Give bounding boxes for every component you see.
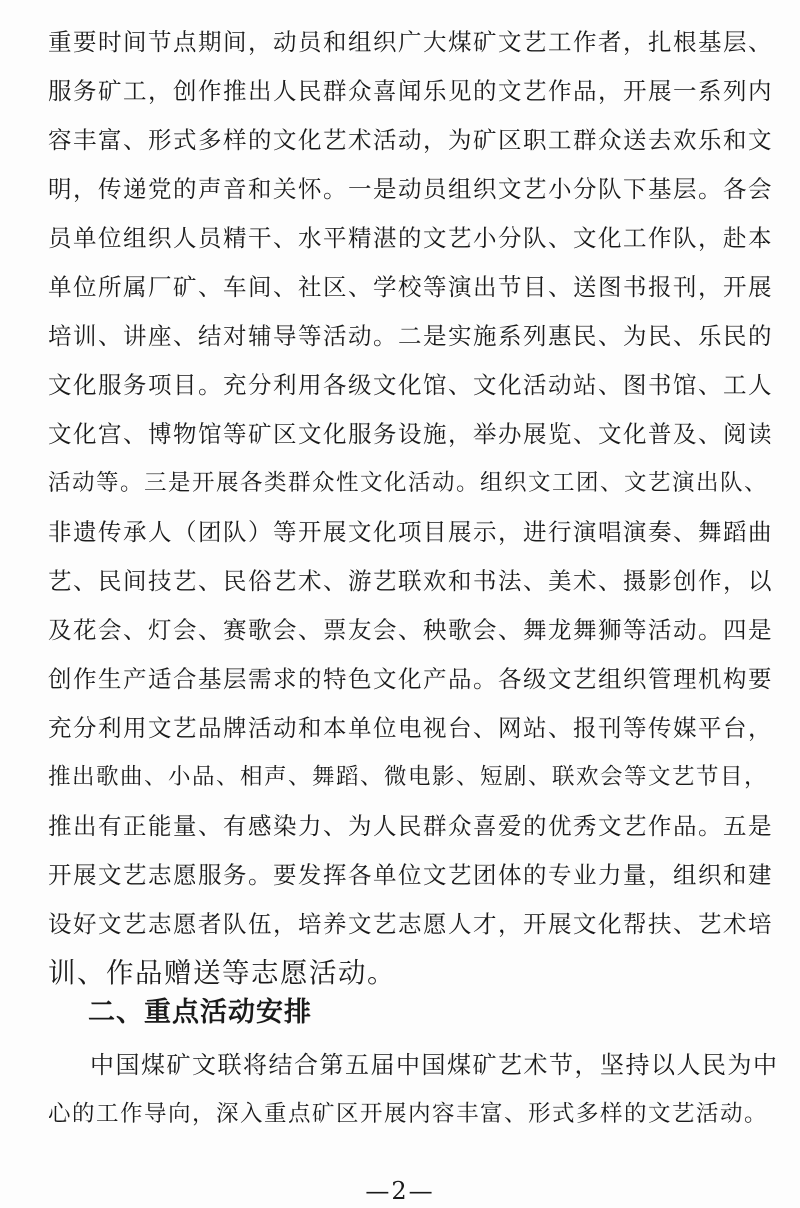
body-line: 单位所属厂矿、车间、社区、学校等演出节目、送图书报刊，开展 [48, 273, 773, 301]
body-line: 中国煤矿文联将结合第五届中国煤矿艺术节，坚持以人民为中 [90, 1051, 779, 1079]
body-line: 容丰富、形式多样的文化艺术活动，为矿区职工群众送去欢乐和文 [48, 126, 773, 154]
body-line: 推出歌曲、小品、相声、舞蹈、微电影、短剧、联欢会等文艺节目， [48, 764, 769, 790]
body-line: 开展文艺志愿服务。要发挥各单位文艺团体的专业力量，组织和建 [48, 861, 773, 889]
body-line: 重要时间节点期间，动员和组织广大煤矿文艺工作者，扎根基层、 [48, 28, 773, 56]
body-line: 充分利用文艺品牌活动和本单位电视台、网站、报刊等传媒平台， [48, 714, 773, 742]
body-line: 活动等。三是开展各类群众性文化活动。组织文工团、文艺演出队、 [48, 470, 769, 496]
body-line: 文化服务项目。充分利用各级文化馆、文化活动站、图书馆、工人 [48, 371, 773, 399]
body-line: 员单位组织人员精干、水平精湛的文艺小分队、文化工作队，赴本 [48, 224, 773, 252]
section-heading: 二、重点活动安排 [88, 997, 312, 1028]
body-line: 培训、讲座、结对辅导等活动。二是实施系列惠民、为民、乐民的 [48, 322, 773, 350]
body-line: 训、作品赠送等志愿活动。 [48, 957, 396, 989]
page-number: —2— [365, 1177, 435, 1205]
body-line: 创作生产适合基层需求的特色文化产品。各级文艺组织管理机构要 [48, 665, 773, 693]
body-line: 及花会、灯会、赛歌会、票友会、秧歌会、舞龙舞狮等活动。四是 [48, 616, 773, 644]
body-line: 文化宫、博物馆等矿区文化服务设施，举办展览、文化普及、阅读 [48, 420, 773, 448]
body-line: 心的工作导向，深入重点矿区开展内容丰富、形式多样的文艺活动。 [48, 1101, 769, 1127]
body-line: 非遗传承人（团队）等开展文化项目展示，进行演唱演奏、舞蹈曲 [48, 518, 773, 546]
body-line: 推出有正能量、有感染力、为人民群众喜爱的优秀文艺作品。五是 [48, 812, 773, 840]
body-line: 明，传递党的声音和关怀。一是动员组织文艺小分队下基层。各会 [48, 175, 773, 203]
body-line: 设好文艺志愿者队伍，培养文艺志愿人才，开展文化帮扶、艺术培 [48, 910, 773, 938]
body-line: 艺、民间技艺、民俗艺术、游艺联欢和书法、美术、摄影创作，以 [48, 567, 773, 595]
body-line: 服务矿工，创作推出人民群众喜闻乐见的文艺作品，开展一系列内 [48, 77, 773, 105]
